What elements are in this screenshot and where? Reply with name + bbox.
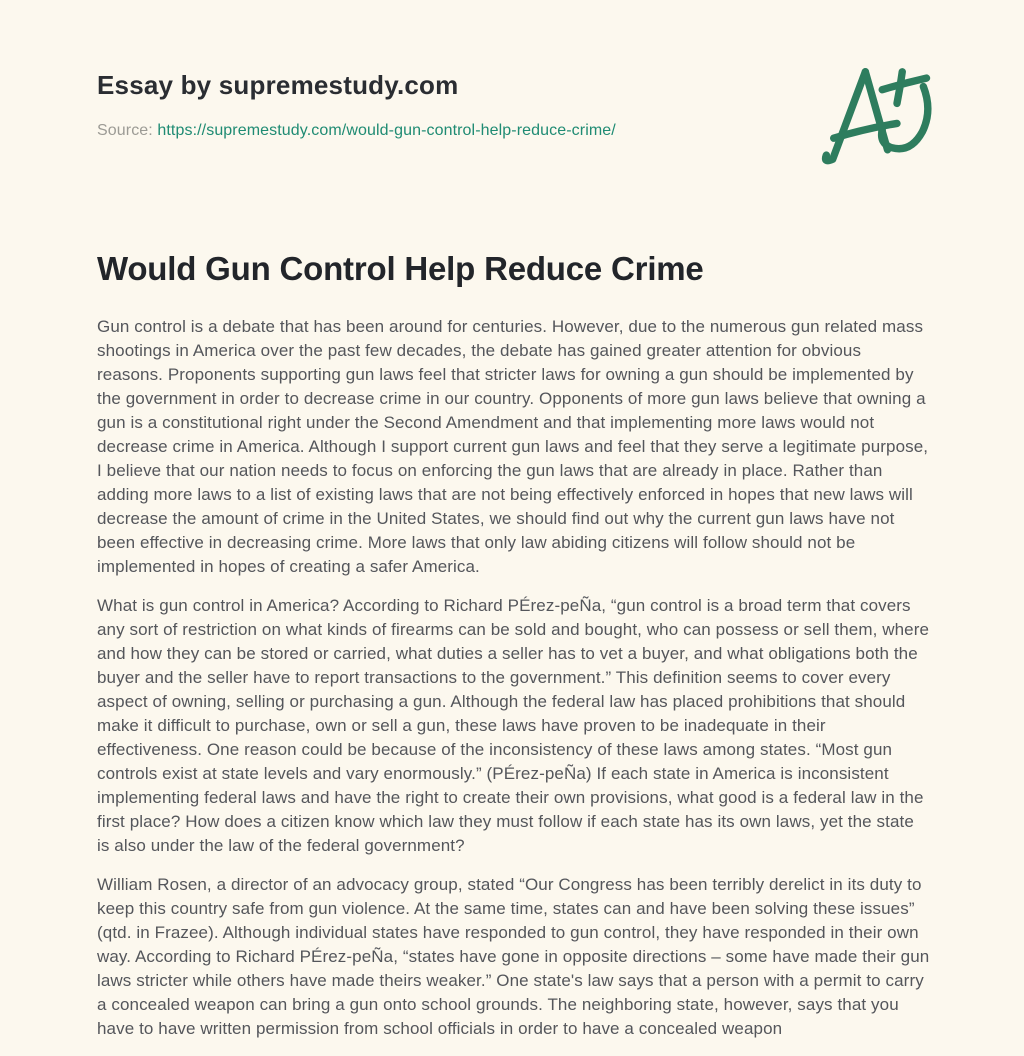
essay-article <box>97 250 930 1056</box>
source-line <box>97 122 616 140</box>
essay-paragraph-1: Gun control is a debate that has been around for centuries. However, due to the numerous gun related mass shootings in America over the past few decades, the debate has gained greater attention for obvious reasons. Proponents supporting gun laws feel that stricter laws for owning a gun should be implemented by the government in order to decrease crime in our country. Opponents of more gun laws believe that owning a gun is a constitutional right under the Second Amendment and that implementing more laws would not decrease crime in America. Although I support current gun laws and feel that they serve a legitimate purpose, I believe that our nation needs to focus on enforcing the gun laws that are already in place. Rather than adding more laws to a list of existing laws that are not being effectively enforced in hopes that new laws will decrease the amount of crime in the United States, we should find out why the current gun laws have not been effective in decreasing crime. More laws that only law abiding citizens will follow should not be implemented in hopes of creating a safer America. <box>97 317 929 576</box>
essay-paragraph-2: What is gun control in America? According to Richard PÉrez-peÑa, “gun control is a broad term that covers any sort of restriction on what kinds of firearms can be sold and bought, who can possess or sell them, where and how they can be stored or carried, what duties a seller has to vet a buyer, and what obligations both the buyer and the seller have to report transactions to the government.” This definition seems to cover every aspect of owning, selling or purchasing a gun. Although the federal law has placed prohibitions that should make it difficult to purchase, own or sell a gun, these laws have proven to be inadequate in their effectiveness. One reason could be because of the inconsistency of these laws among states. “Most gun controls exist at state levels and vary enormously.” (PÉrez-peÑa) If each state in America is inconsistent implementing federal laws and have the right to create their own provisions, what good is a federal law in the first place? How does a citizen know which law they must follow if each state has its own laws, yet the state is also under the law of the federal government? <box>97 596 930 855</box>
a-plus-swoosh-icon <box>820 157 936 174</box>
essay-title: Would Gun Control Help Reduce Crime <box>97 250 704 287</box>
essay-paragraph-3: William Rosen, a director of an advocacy group, stated “Our Congress has been terribly derelict in its duty to keep this country safe from gun violence. At the same time, states can and have been solving these issues” (qtd. in Frazee). Although individual states have responded to gun control, they have responded in their own way. According to Richard PÉrez-peÑa, “states have gone in opposite directions – some have made their gun laws stricter while others have made theirs weaker.” One state's law says that a person with a permit to carry a concealed weapon can bring a gun onto school grounds. The neighboring state, however, says that you have to have written permission from school officials in order to have a concealed weapon <box>97 875 930 1038</box>
source-url-link[interactable]: https://supremestudy.com/would-gun-control-help-reduce-crime/ <box>157 122 616 139</box>
essay-byline: Essay by supremestudy.com <box>97 70 459 100</box>
supremestudy-logo <box>820 60 936 170</box>
source-label: Source: <box>97 122 153 139</box>
page-header <box>97 70 616 140</box>
